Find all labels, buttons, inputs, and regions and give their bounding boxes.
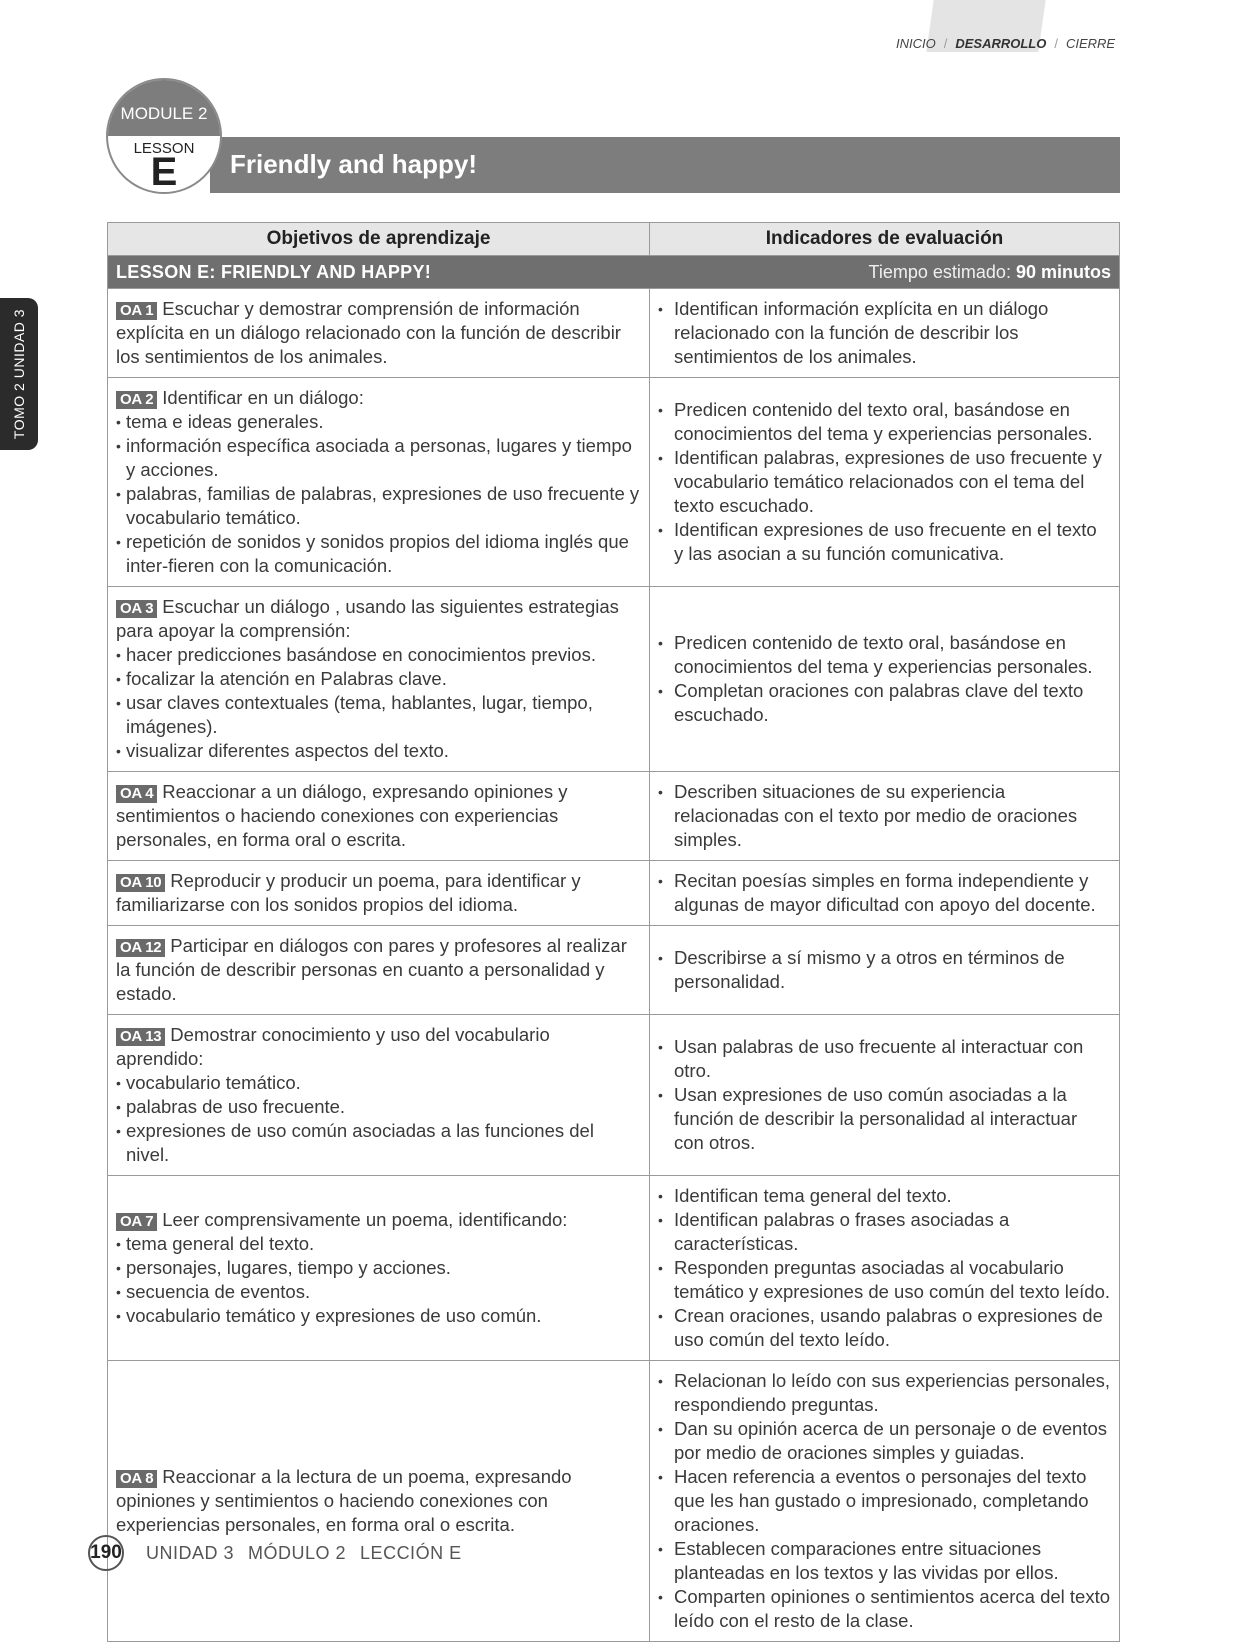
objective-bullet: • hacer predicciones basándose en conocimientos previos. (116, 643, 641, 667)
objective-cell (108, 587, 650, 772)
table-row (108, 378, 1120, 587)
objective-text: Reproducir y producir un poema, para identificar y familiarizarse con los sonidos propios del idioma. (116, 870, 581, 915)
indicator-bullet: • Usan expresiones de uso común asociadas a la función de describir la personalidad al interactuar con otros. (658, 1083, 1111, 1155)
indicator-bullet: • Describen situaciones de su experiencia relacionadas con el texto por medio de oraciones simples. (658, 780, 1111, 852)
objective-cell (108, 772, 650, 861)
estimated-time (869, 260, 1111, 284)
objective-text: Leer comprensivamente un poema, identificando: (162, 1209, 568, 1230)
indicator-bullet: • Relacionan lo leído con sus experiencias personales, respondiendo preguntas. (658, 1369, 1111, 1417)
indicator-bullet: • Identifican expresiones de uso frecuente en el texto y las asocian a su función comunicativa. (658, 518, 1111, 566)
breadcrumb-unit: UNIDAD 3 (146, 1543, 235, 1563)
nav-item-cierre[interactable]: CIERRE (1065, 36, 1116, 51)
table-row (108, 1176, 1120, 1361)
oa-badge: OA 1 (116, 302, 157, 320)
objective-cell (108, 1015, 650, 1176)
page-number: 190 (88, 1535, 124, 1571)
indicator-bullet: • Describirse a sí mismo y a otros en términos de personalidad. (658, 946, 1111, 994)
indicator-cell (650, 772, 1120, 861)
objective-text: Participar en diálogos con pares y profesores al realizar la función de describir personas en cuanto a personalidad y estado. (116, 935, 627, 1004)
indicator-cell (650, 289, 1120, 378)
indicator-bullet: • Recitan poesías simples en forma independiente y algunas de mayor dificultad con apoyo del docente. (658, 869, 1111, 917)
indicator-bullet: • Usan palabras de uso frecuente al interactuar con otro. (658, 1035, 1111, 1083)
table-row (108, 1361, 1120, 1642)
indicator-cell (650, 1176, 1120, 1361)
indicator-cell (650, 1015, 1120, 1176)
objective-text: Reaccionar a un diálogo, expresando opiniones y sentimientos o haciendo conexiones con experiencias personales, en forma oral o escrita. (116, 781, 568, 850)
module-badge (106, 78, 222, 194)
objective-bullet: • tema e ideas generales. (116, 410, 641, 434)
objective-text: Reaccionar a la lectura de un poema, expresando opiniones y sentimientos o haciendo conexiones con experiencias personales, en forma oral o escrita. (116, 1466, 572, 1535)
objective-text: Escuchar y demostrar comprensión de información explícita en un diálogo relacionado con la función de describir los sentimientos de los animales. (116, 298, 621, 367)
objective-bullet: • vocabulario temático y expresiones de uso común. (116, 1304, 641, 1328)
indicator-bullet: • Responden preguntas asociadas al vocabulario temático y expresiones de uso común del texto leído. (658, 1256, 1111, 1304)
objective-text: Demostrar conocimiento y uso del vocabulario aprendido: (116, 1024, 550, 1069)
objective-bullet: • palabras, familias de palabras, expresiones de uso frecuente y vocabulario temático. (116, 482, 641, 530)
objective-bullet: • secuencia de eventos. (116, 1280, 641, 1304)
indicator-cell (650, 587, 1120, 772)
objective-cell (108, 1176, 650, 1361)
oa-badge: OA 10 (116, 874, 165, 892)
breadcrumb-module: MÓDULO 2 (248, 1543, 347, 1563)
objective-bullet: • tema general del texto. (116, 1232, 641, 1256)
objective-text: Identificar en un diálogo: (162, 387, 364, 408)
nav-item-desarrollo[interactable]: DESARROLLO (955, 36, 1047, 51)
module-label: MODULE 2 (120, 104, 208, 123)
indicator-bullet: • Establecen comparaciones entre situaciones planteadas en los textos y las vividas por ellos. (658, 1537, 1111, 1585)
objective-bullet: • vocabulario temático. (116, 1071, 641, 1095)
lesson-name: LESSON E: FRIENDLY AND HAPPY! (116, 262, 432, 282)
table-row (108, 289, 1120, 378)
header-objectives: Objetivos de aprendizaje (108, 223, 650, 256)
indicator-cell (650, 861, 1120, 926)
objective-bullet: • información específica asociada a personas, lugares y tiempo y acciones. (116, 434, 641, 482)
objective-text: Escuchar un diálogo , usando las siguientes estrategias para apoyar la comprensión: (116, 596, 619, 641)
indicator-bullet: • Identifican información explícita en un diálogo relacionado con la función de describir los sentimientos de los animales. (658, 297, 1111, 369)
indicator-bullet: • Comparten opiniones o sentimientos acerca del texto leído con el resto de la clase. (658, 1585, 1111, 1633)
objective-cell (108, 289, 650, 378)
objective-bullet: • repetición de sonidos y sonidos propios del idioma inglés que inter-fieren con la comunicación. (116, 530, 641, 578)
indicator-bullet: • Predicen contenido de texto oral, basándose en conocimientos del tema y experiencias personales. (658, 631, 1111, 679)
objective-bullet: • personajes, lugares, tiempo y acciones. (116, 1256, 641, 1280)
nav-item-inicio[interactable]: INICIO (896, 36, 936, 51)
time-label: Tiempo estimado: (868, 262, 1011, 282)
table-row (108, 1015, 1120, 1176)
table-row (108, 772, 1120, 861)
side-tab-label: TOMO 2 UNIDAD 3 (11, 308, 27, 440)
oa-badge: OA 12 (116, 939, 165, 957)
objective-bullet: • palabras de uso frecuente. (116, 1095, 641, 1119)
lesson-letter: E (150, 150, 178, 194)
indicator-bullet: • Crean oraciones, usando palabras o expresiones de uso común del texto leído. (658, 1304, 1111, 1352)
objective-bullet: • focalizar la atención en Palabras clave. (116, 667, 641, 691)
objective-cell (108, 378, 650, 587)
indicator-bullet: • Identifican palabras o frases asociadas a características. (658, 1208, 1111, 1256)
objective-bullet: • usar claves contextuales (tema, hablantes, lugar, tiempo, imágenes). (116, 691, 641, 739)
breadcrumb (146, 1543, 476, 1564)
indicator-bullet: • Completan oraciones con palabras clave del texto escuchado. (658, 679, 1111, 727)
indicator-cell (650, 926, 1120, 1015)
lesson-title-bar (210, 137, 1120, 193)
breadcrumb-lesson: LECCIÓN E (360, 1543, 462, 1563)
nav-items: INICIO / DESARROLLO / CIERRE (892, 36, 1119, 51)
oa-badge: OA 13 (116, 1028, 165, 1046)
table-row (108, 861, 1120, 926)
oa-badge: OA 2 (116, 391, 157, 409)
oa-badge: OA 4 (116, 785, 157, 803)
table-row (108, 926, 1120, 1015)
indicator-bullet: • Identifican palabras, expresiones de uso frecuente y vocabulario temático relacionados con el tema del texto escuchado. (658, 446, 1111, 518)
objective-bullet: • visualizar diferentes aspectos del texto. (116, 739, 641, 763)
lesson-row (108, 256, 1120, 289)
table-row (108, 587, 1120, 772)
oa-badge: OA 8 (116, 1470, 157, 1488)
header-indicators: Indicadores de evaluación (650, 223, 1120, 256)
objective-bullet: • expresiones de uso común asociadas a las funciones del nivel. (116, 1119, 641, 1167)
objective-cell (108, 861, 650, 926)
indicator-bullet: • Identifican tema general del texto. (658, 1184, 1111, 1208)
oa-badge: OA 3 (116, 600, 157, 618)
indicator-cell (650, 1361, 1120, 1642)
indicator-cell (650, 378, 1120, 587)
objective-cell (108, 1361, 650, 1642)
lesson-label: LESSON (133, 140, 195, 157)
time-value: 90 minutos (1015, 262, 1111, 282)
top-nav (880, 0, 1120, 52)
indicator-bullet: • Hacen referencia a eventos o personajes del texto que les han gustado o impresionado, completando oraciones. (658, 1465, 1111, 1537)
oa-badge: OA 7 (116, 1213, 157, 1231)
objectives-table (107, 222, 1120, 1642)
objective-cell (108, 926, 650, 1015)
lesson-title: Friendly and happy! (230, 149, 478, 179)
indicator-bullet: • Predicen contenido del texto oral, basándose en conocimientos del tema y experiencias personales. (658, 398, 1111, 446)
indicator-bullet: • Dan su opinión acerca de un personaje o de eventos por medio de oraciones simples y guiadas. (658, 1417, 1111, 1465)
side-tab (0, 298, 38, 450)
